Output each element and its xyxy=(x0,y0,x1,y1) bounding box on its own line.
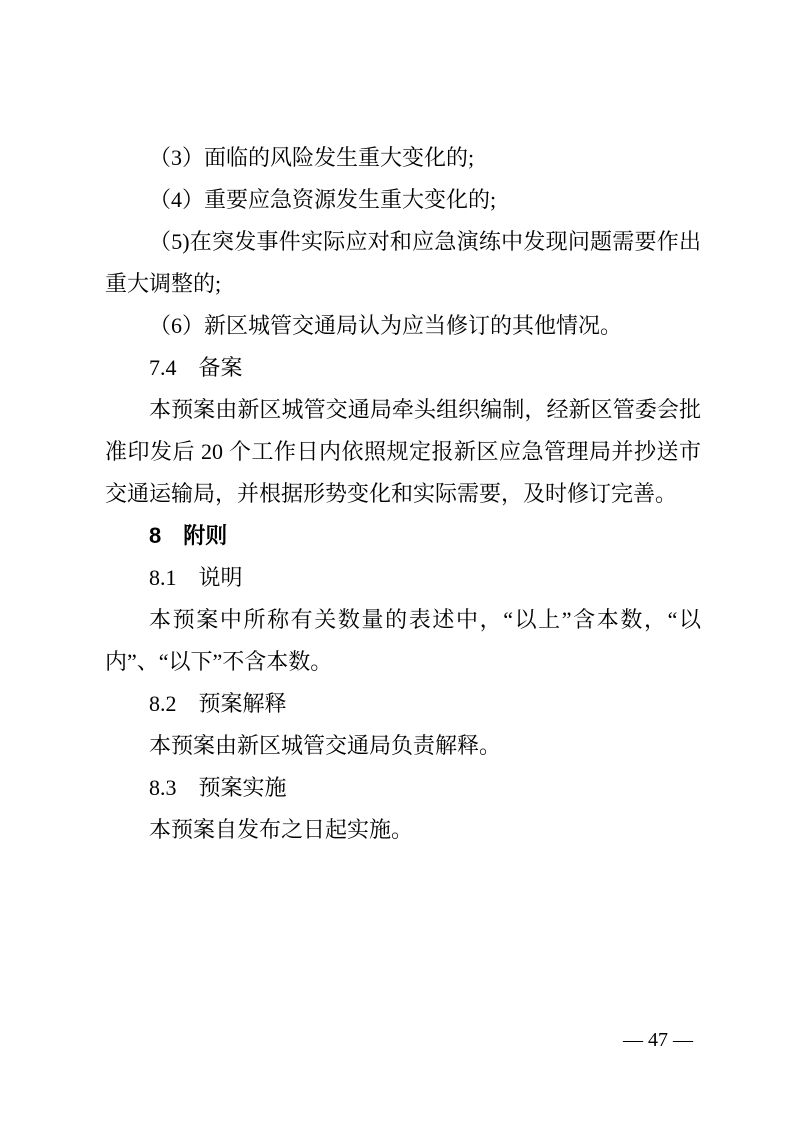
section-heading-7-4: 7.4 备案 xyxy=(149,355,243,380)
section-body-8-3: 本预案自发布之日起实施。 xyxy=(149,817,414,842)
page-number: — 47 — xyxy=(623,1029,693,1051)
section-heading-8-2: 8.2 预案解释 xyxy=(149,691,287,716)
revision-condition-item-3: （3）面临的风险发生重大变化的; xyxy=(149,145,475,170)
document-body xyxy=(105,137,701,851)
section-heading-8-1: 8.1 说明 xyxy=(149,565,243,590)
section-body-8-2: 本预案由新区城管交通局负责解释。 xyxy=(149,733,502,758)
revision-condition-item-6: （6）新区城管交通局认为应当修订的其他情况。 xyxy=(149,313,623,338)
section-body-7-4: 本预案由新区城管交通局牵头组织编制，经新区管委会批准印发后 20 个工作日内依照规定报新区应急管理局并抄送市交通运输局，并根据形势变化和实际需要，及时修订完善。 xyxy=(105,397,701,506)
revision-condition-item-5: （5)在突发事件实际应对和应急演练中发现问题需要作出重大调整的; xyxy=(105,229,701,296)
revision-condition-item-4: （4）重要应急资源发生重大变化的; xyxy=(149,187,497,212)
section-heading-8: 8 附则 xyxy=(149,523,228,548)
section-heading-8-3: 8.3 预案实施 xyxy=(149,775,287,800)
section-body-8-1: 本预案中所称有关数量的表述中，“以上”含本数，“以内”、“以下”不含本数。 xyxy=(105,607,701,674)
